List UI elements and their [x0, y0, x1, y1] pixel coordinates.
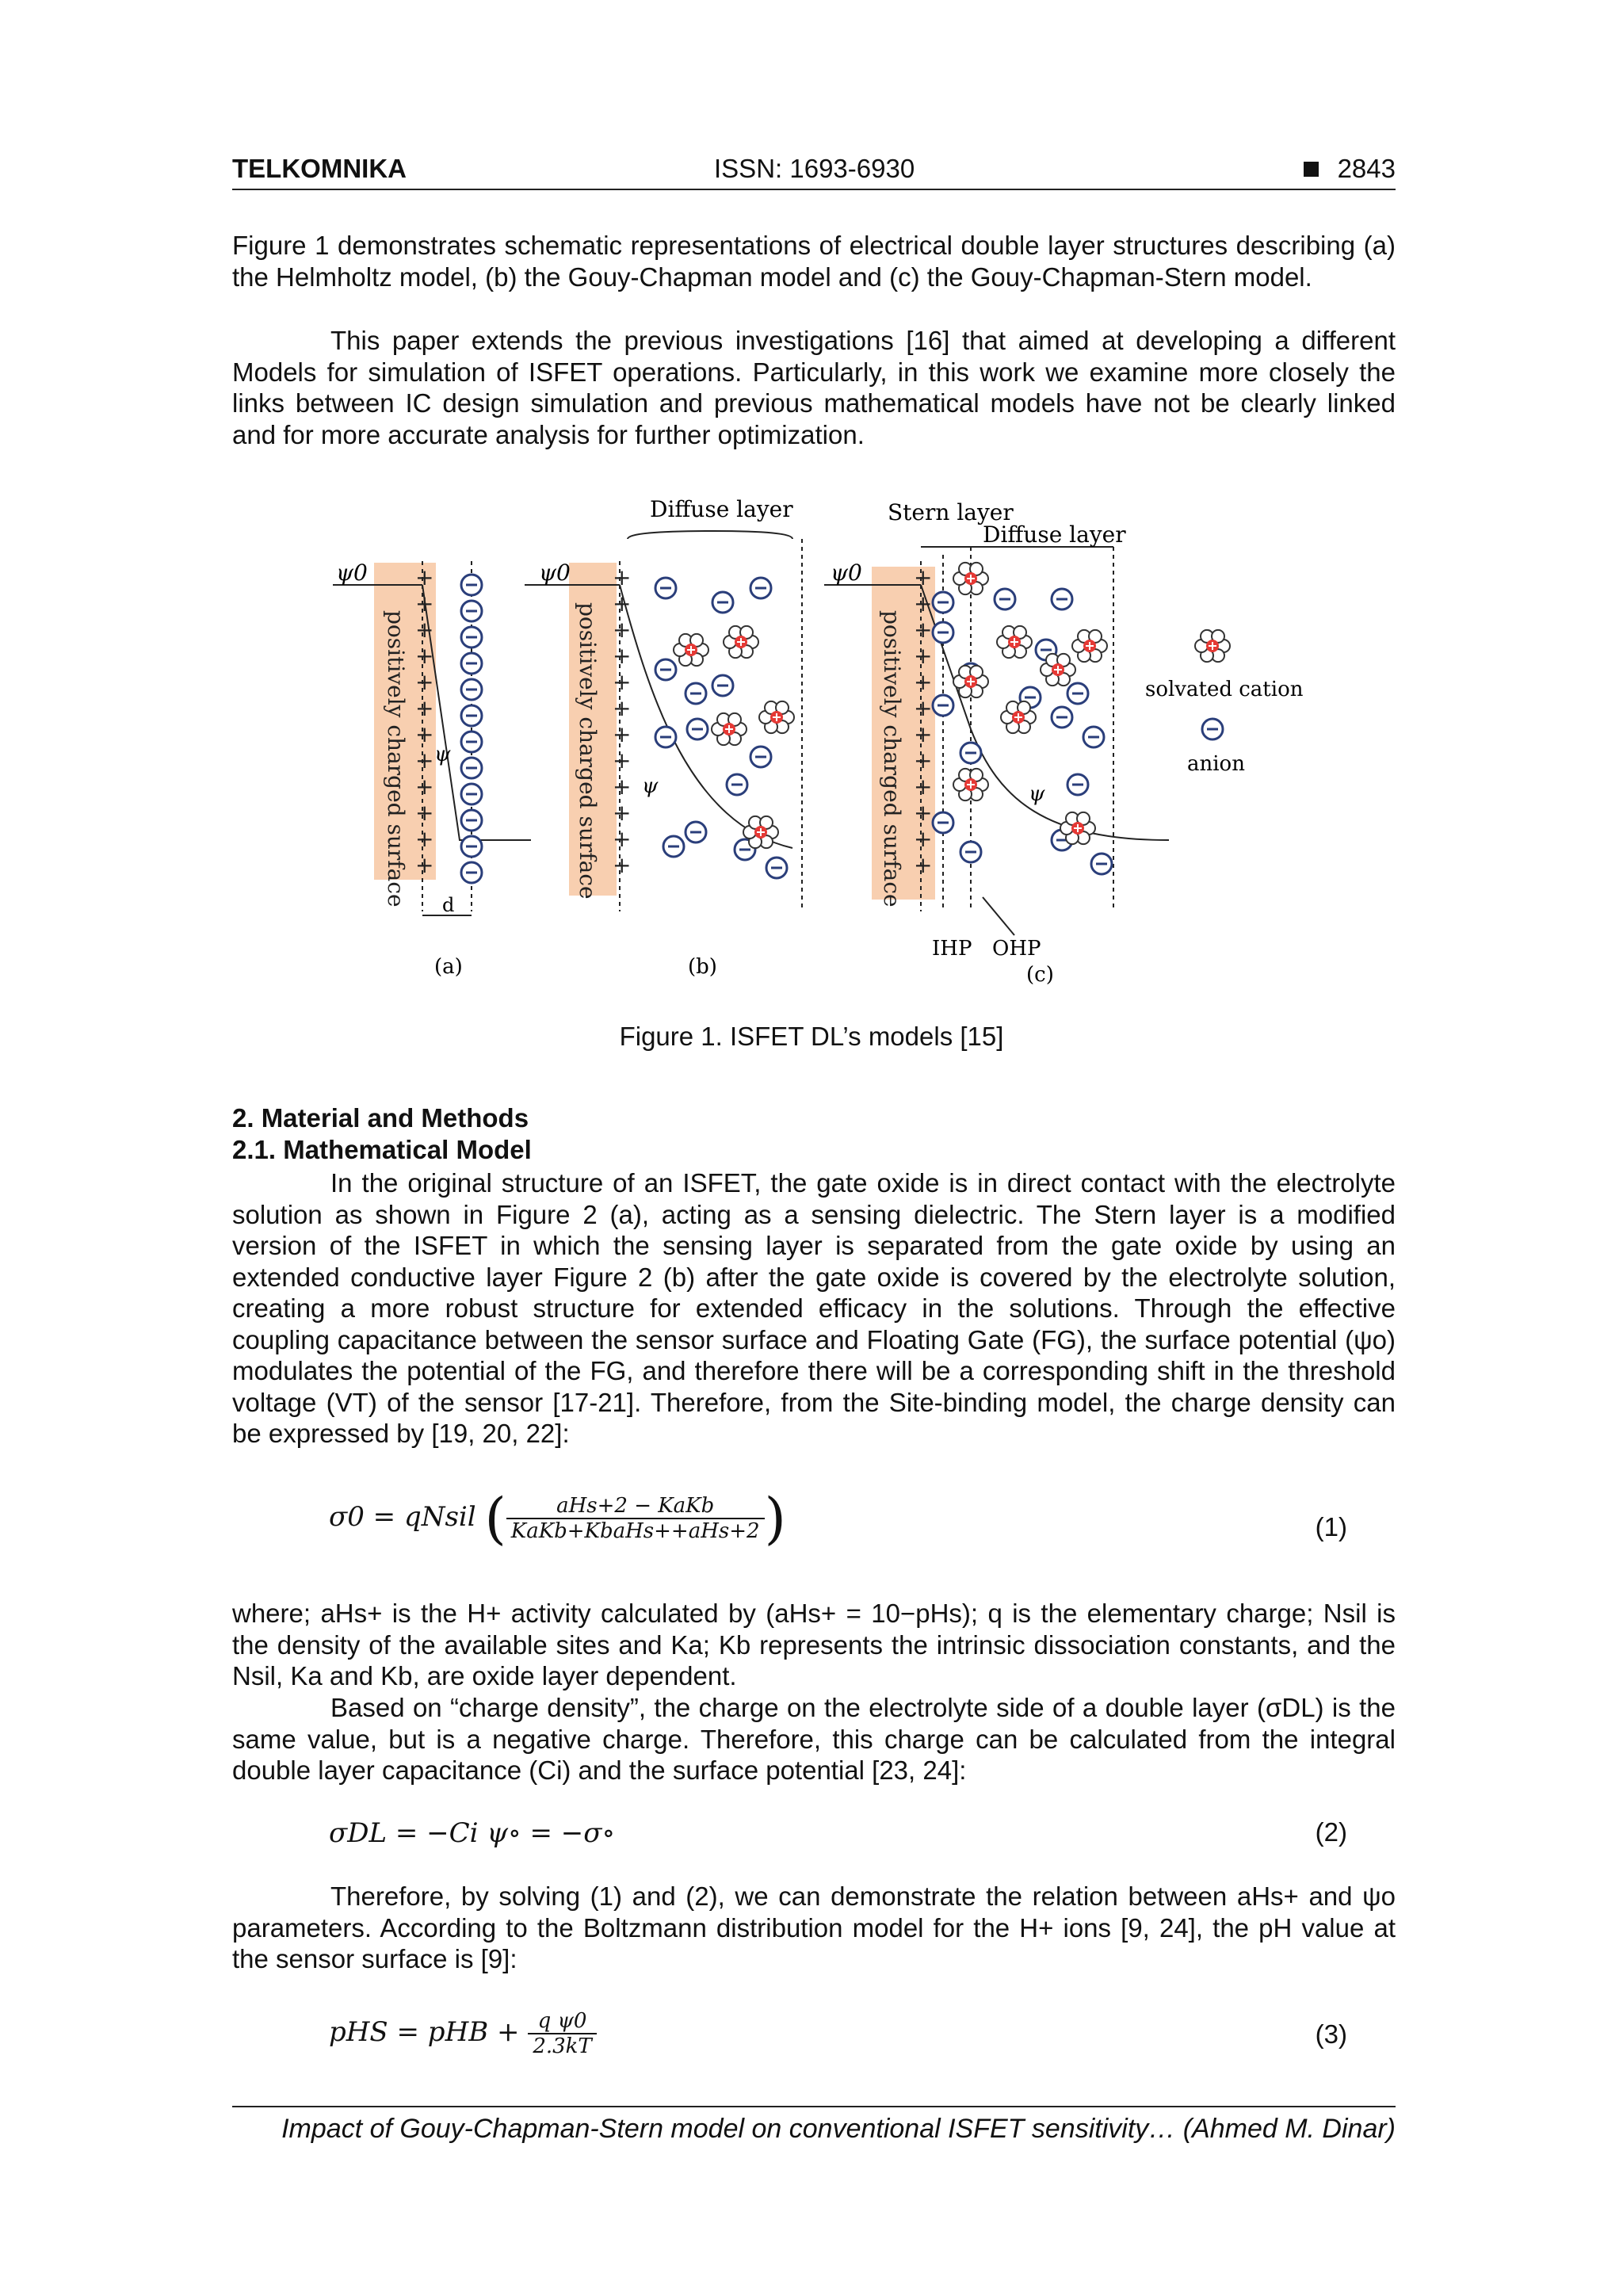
positive-charge-icon: + — [613, 721, 632, 747]
anion-icon — [461, 836, 482, 857]
diffuse-layer-label-c: Diffuse layer — [983, 521, 1126, 548]
anion-icon — [461, 679, 482, 700]
solvated-cation-icon — [1001, 701, 1036, 733]
positive-charge-icon: + — [914, 669, 933, 695]
psi0-label-a: ψ0 — [336, 560, 368, 586]
panel-a — [333, 560, 531, 979]
positive-charge-icon: + — [914, 852, 933, 878]
solvated-cation-icon — [743, 816, 778, 848]
anion-icon — [1083, 727, 1104, 747]
anion-icon — [685, 822, 706, 842]
anion-icon — [1052, 707, 1072, 728]
page-header — [232, 154, 1396, 190]
anion-icon — [1202, 719, 1223, 739]
positive-charge-icon: + — [613, 800, 632, 826]
positive-charge-icon: + — [415, 643, 434, 669]
anion-icon — [960, 743, 981, 763]
panel-b — [525, 496, 802, 979]
positive-charge-icon: + — [914, 617, 933, 643]
legend-anion: anion — [1187, 752, 1245, 776]
positive-charge-icon: + — [914, 564, 933, 590]
equation-3-number: (3) — [1315, 2019, 1347, 2049]
paragraph-5: Based on “charge density”, the charge on the electrolyte side of a double layer (σDL) is the same value, but is a negative charge. Therefore, this charge can be calculated from the integral double layer capacitance (Ci) and the surface potential [23, 24]: — [232, 1693, 1396, 1785]
anion-icon — [1052, 589, 1072, 609]
anion-icon — [687, 719, 708, 739]
psi-label-c: ψ — [1029, 782, 1045, 806]
figure-legend — [1145, 630, 1304, 776]
positive-charge-icon: + — [613, 643, 632, 669]
positive-charge-icon: + — [613, 826, 632, 852]
positive-charge-icon: + — [415, 564, 434, 590]
solvated-cation-icon — [759, 701, 794, 733]
positive-charge-icon: + — [613, 774, 632, 800]
d-label: d — [442, 894, 455, 916]
positive-charge-icon: + — [914, 643, 933, 669]
anion-icon — [995, 589, 1015, 609]
solvated-cation-icon — [953, 563, 988, 594]
solvated-cation-icon — [953, 666, 988, 697]
positive-charge-icon: + — [613, 590, 632, 617]
anion-icon — [461, 862, 482, 883]
anion-icon — [655, 578, 676, 598]
psi0-label-b: ψ0 — [539, 560, 571, 586]
anion-icon — [461, 627, 482, 648]
solvated-cation-icon — [724, 626, 758, 658]
positive-charge-icon: + — [415, 800, 434, 826]
solvated-cation-icon — [1072, 630, 1107, 662]
anion-icon — [712, 592, 733, 613]
psi-label-b: ψ — [642, 774, 659, 798]
positive-charge-icon: + — [613, 695, 632, 721]
positive-charge-icon: + — [914, 826, 933, 852]
positive-charge-icon: + — [613, 747, 632, 774]
anion-icon — [712, 675, 733, 696]
section-heading: 2. Material and Methods — [232, 1103, 529, 1133]
paragraph-1: Figure 1 demonstrates schematic representations of electrical double layer structures describing (a) the Helmholtz model, (b) the Gouy-Chapman model and (c) the Gouy-Chapman-Stern model. — [232, 231, 1396, 292]
legend-solvated-cation: solvated cation — [1145, 678, 1304, 701]
eq3-lhs: pHS = pHB + — [329, 2016, 520, 2048]
positive-charge-icon: + — [914, 747, 933, 774]
page-number-block — [1304, 154, 1396, 184]
panel-c — [824, 499, 1169, 987]
anion-icon — [727, 774, 747, 795]
anion-icon — [685, 683, 706, 704]
anion-icon — [655, 727, 676, 747]
anion-icon — [461, 810, 482, 831]
equation-1: σ0 = qNsil ( $\frac{\text{aHs+2 − KaKb}}{\text{KaKb+KbaHs++aHs+2}}$ ) — [329, 1486, 786, 1551]
anion-icon — [933, 592, 953, 613]
paragraph-4: where; aHs+ is the H+ activity calculated by (aHs+ = 10−pHs); q is the elementary charge; Nsil is the density of the available sites and Ka; Kb represents the intrinsic dissociation constants, and the Nsil, Ka and Kb, are oxide layer dependent. — [232, 1599, 1396, 1690]
ihp-label: IHP — [932, 937, 972, 961]
positive-charge-icon: + — [613, 669, 632, 695]
eq3-numerator: q ψ0 — [528, 2009, 596, 2034]
page-footer: Impact of Gouy-Chapman-Stern model on conventional ISFET sensitivity… (Ahmed M. Dinar) — [232, 2106, 1396, 2145]
anion-icon — [766, 858, 787, 878]
issn: ISSN: 1693-6930 — [714, 154, 915, 183]
eq1-denominator: KaKb+KbaHs++aHs+2 — [510, 1519, 760, 1543]
subsection-heading: 2.1. Mathematical Model — [232, 1135, 532, 1164]
positive-charge-icon: + — [914, 800, 933, 826]
equation-2: σDL = −Ci ψ∘ = −σ∘ — [329, 1817, 616, 1849]
positive-charge-icon: + — [415, 590, 434, 617]
panel-a-label: (a) — [434, 955, 463, 979]
anion-icon — [1067, 683, 1088, 704]
figure-caption: Figure 1. ISFET DL’s models [15] — [619, 1022, 1004, 1051]
anion-icon — [960, 842, 981, 862]
anion-icon — [750, 747, 771, 767]
anion-icon — [655, 659, 676, 680]
positive-charge-icon: + — [914, 695, 933, 721]
equation-2-number: (2) — [1315, 1817, 1347, 1847]
positive-charge-icon: + — [415, 695, 434, 721]
positive-charge-icon: + — [914, 721, 933, 747]
anion-icon — [461, 601, 482, 621]
figure-1 — [317, 491, 1304, 999]
page-number: 2843 — [1337, 154, 1396, 183]
positive-charge-icon: + — [613, 564, 632, 590]
paragraph-6: Therefore, by solving (1) and (2), we can demonstrate the relation between aHs+ and ψo parameters. According to the Boltzmann distribution model for the H+ ions [9, 24], the pH value at the sensor surface is [9]: — [232, 1881, 1396, 1973]
solvated-cation-icon — [712, 713, 747, 745]
anion-icon — [461, 653, 482, 674]
positive-charge-icon: + — [415, 617, 434, 643]
positive-charge-icon: + — [415, 721, 434, 747]
paragraph-3: In the original structure of an ISFET, the gate oxide is in direct contact with the electrolyte solution as shown in Figure 2 (a), acting as a sensing dielectric. The Stern layer is a modified version of the ISFET in which the sensing layer is separated from the gate oxide by using an extended conductive layer Figure 2 (b) after the gate oxide is covered by the electrolyte solution, creating a more robust structure for extended efficacy in the solutions. Through the effective coupling capacitance between the sensor surface and Floating Gate (FG), the surface potential (ψo) modulates the potential of the FG, and therefore there will be a corresponding shift in the threshold voltage (VT) of the sensor [17-21]. Therefore, from the Site-binding model, the charge density can be expressed by [19, 20, 22]: — [232, 1168, 1396, 1448]
equation-1-number: (1) — [1315, 1512, 1347, 1541]
positive-charge-icon: + — [415, 774, 434, 800]
solvated-cation-icon — [953, 769, 988, 800]
solvated-cation-icon — [1060, 812, 1095, 844]
square-bullet-icon — [1304, 162, 1319, 177]
solvated-cation-icon — [997, 626, 1032, 658]
solvated-cation-icon — [1041, 654, 1075, 686]
anion-icon — [933, 622, 953, 643]
positive-charge-icon: + — [613, 852, 632, 878]
anion-icon — [1091, 854, 1112, 874]
anion-icon — [663, 836, 684, 857]
anion-icon — [461, 575, 482, 595]
positive-charge-icon: + — [613, 617, 632, 643]
ohp-label: OHP — [992, 937, 1041, 961]
panel-c-label: (c) — [1026, 963, 1054, 987]
solvated-cation-icon — [1195, 630, 1230, 662]
eq3-denominator: 2.3kT — [533, 2034, 592, 2058]
positive-charge-icon: + — [415, 747, 434, 774]
positive-charge-icon: + — [415, 826, 434, 852]
anion-icon — [461, 705, 482, 726]
psi-label-a: ψ — [434, 743, 451, 766]
positive-charge-icon: + — [914, 590, 933, 617]
equation-3 — [329, 2009, 597, 2058]
anion-icon — [461, 758, 482, 778]
positive-charge-icon: + — [914, 774, 933, 800]
anion-icon — [461, 732, 482, 752]
anion-icon — [933, 812, 953, 833]
paragraph-2: This paper extends the previous investigations [16] that aimed at developing a different Models for simulation of ISFET operations. Particularly, in this work we examine more closely the links between IC design simulation and previous mathematical models have not be clearly linked and for more accurate analysis for further optimization. — [232, 326, 1396, 449]
surface-label-c: positively charged surface — [879, 610, 905, 907]
journal-name: TELKOMNIKA — [232, 154, 407, 183]
surface-label-b: positively charged surface — [575, 602, 601, 900]
anion-icon — [461, 784, 482, 804]
diffuse-layer-label: Diffuse layer — [650, 496, 793, 522]
anion-icon — [933, 695, 953, 716]
positive-charge-icon: + — [415, 669, 434, 695]
positive-charge-icon: + — [415, 852, 434, 878]
panel-b-label: (b) — [688, 955, 717, 979]
eq1-lhs: σ0 = qNsil — [329, 1501, 476, 1533]
anion-icon — [750, 578, 771, 598]
surface-label-a: positively charged surface — [383, 610, 409, 907]
anion-icon — [1067, 774, 1088, 795]
psi0-label-c: ψ0 — [831, 560, 862, 586]
eq1-numerator: aHs+2 − KaKb — [506, 1494, 765, 1519]
solvated-cation-icon — [674, 634, 708, 666]
stern-layer-label: Stern layer — [888, 499, 1014, 525]
